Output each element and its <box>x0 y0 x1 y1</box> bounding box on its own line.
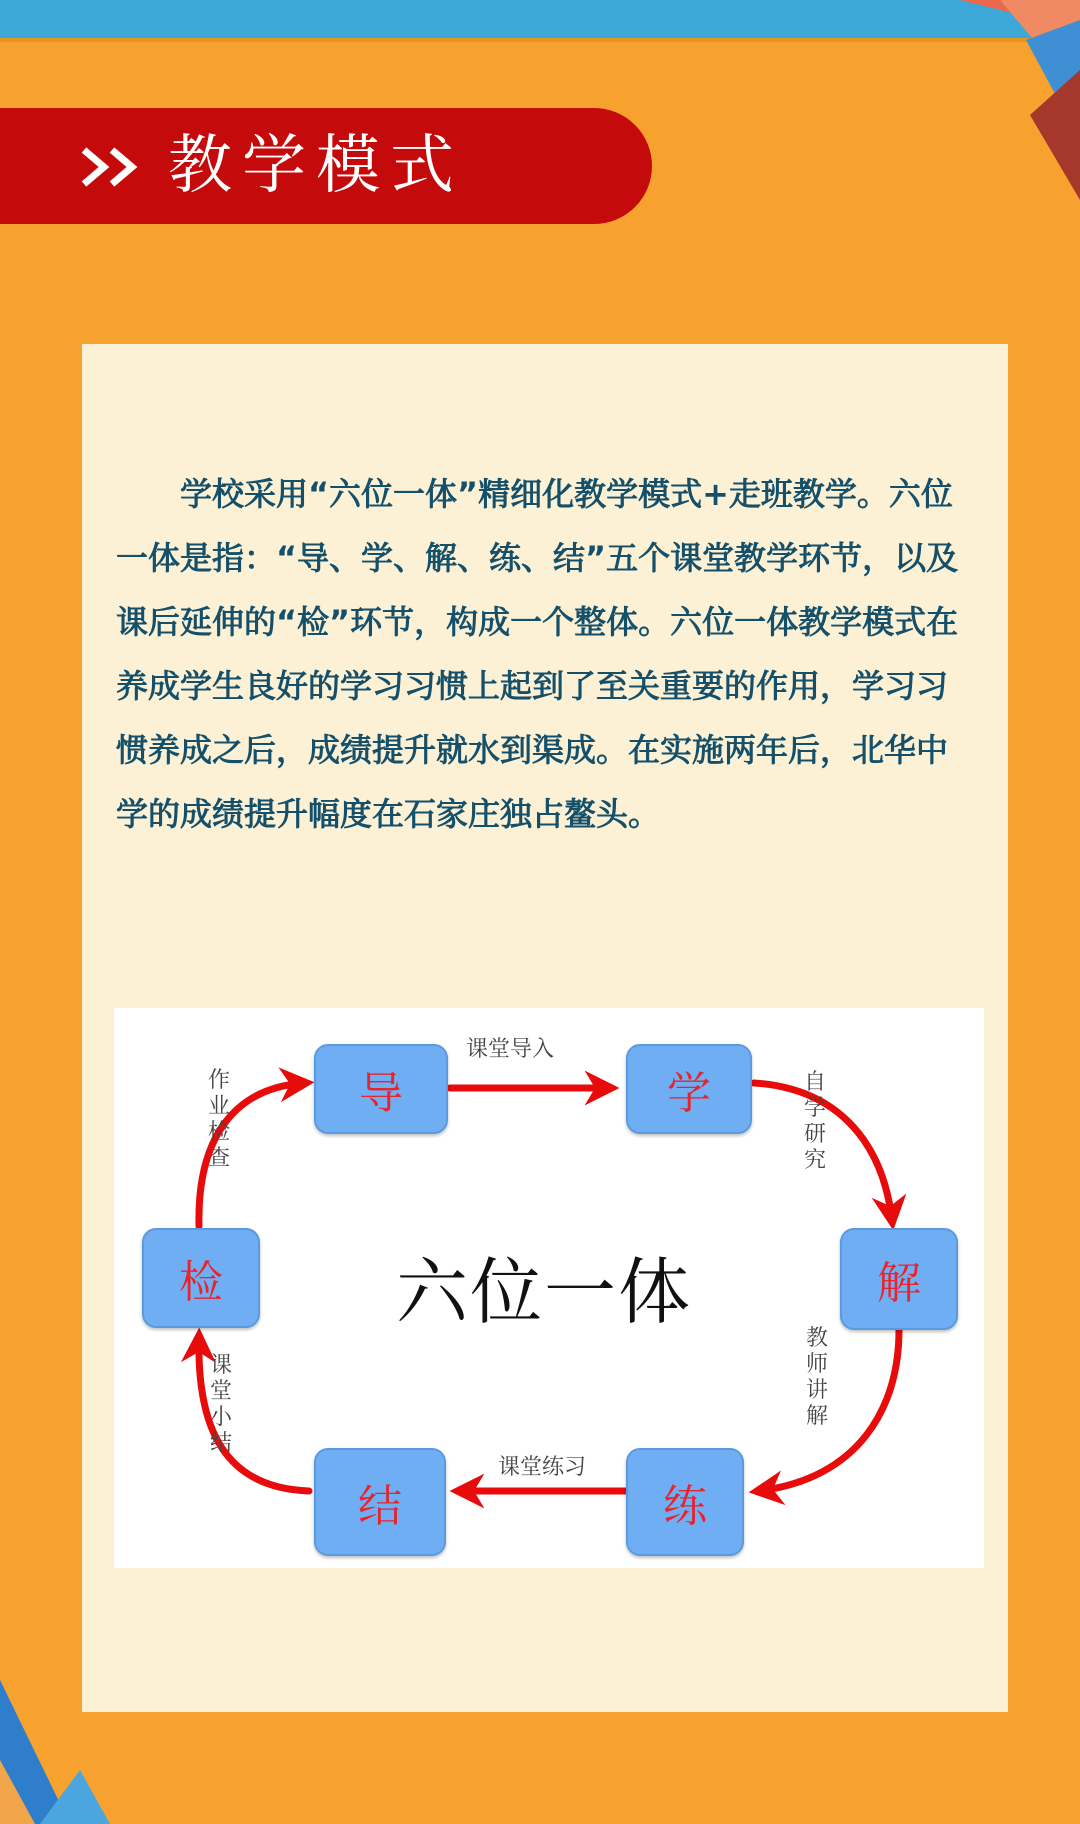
section-title: 教学模式 <box>168 129 464 203</box>
top-right-triangles-decoration <box>940 0 1080 210</box>
label-jian-to-dao: 作业检查 <box>207 1068 230 1171</box>
node-xue: 学 <box>626 1044 752 1134</box>
top-color-band <box>0 0 1080 38</box>
label-xue-to-jie: 自学研究 <box>803 1070 826 1173</box>
six-in-one-diagram <box>114 1008 984 1568</box>
top-band-shadow <box>0 38 1080 42</box>
node-dao: 导 <box>314 1044 448 1134</box>
diagram-center-label: 六位一体 <box>395 1250 692 1334</box>
content-panel <box>82 344 1008 1712</box>
node-jie: 解 <box>840 1228 958 1330</box>
label-dao-to-xue: 课堂导入 <box>466 1037 555 1062</box>
double-chevron-right-icon <box>80 146 148 188</box>
node-jie-summary: 结 <box>314 1448 446 1556</box>
node-lian: 练 <box>626 1448 744 1556</box>
label-lian-to-jie-summary: 课堂练习 <box>498 1455 587 1480</box>
description-paragraph: 学校采用“六位一体”精细化教学模式+走班教学。六位一体是指：“导、学、解、练、结”五个课堂教学环节，以及课后延伸的“检”环节，构成一个整体。六位一体教学模式在养成学生良好的学习习惯上起到了至关重要的作用，学习习惯养成之后，成绩提升就水到渠成。在实施两年后，北华中学的成绩提升幅度在石家庄独占鳌头。 <box>116 475 959 833</box>
label-jie-to-jian: 课堂小结 <box>209 1353 232 1456</box>
label-jie-to-lian: 教师讲解 <box>805 1326 828 1429</box>
node-jian: 检 <box>142 1228 260 1328</box>
section-title-banner <box>0 108 652 224</box>
